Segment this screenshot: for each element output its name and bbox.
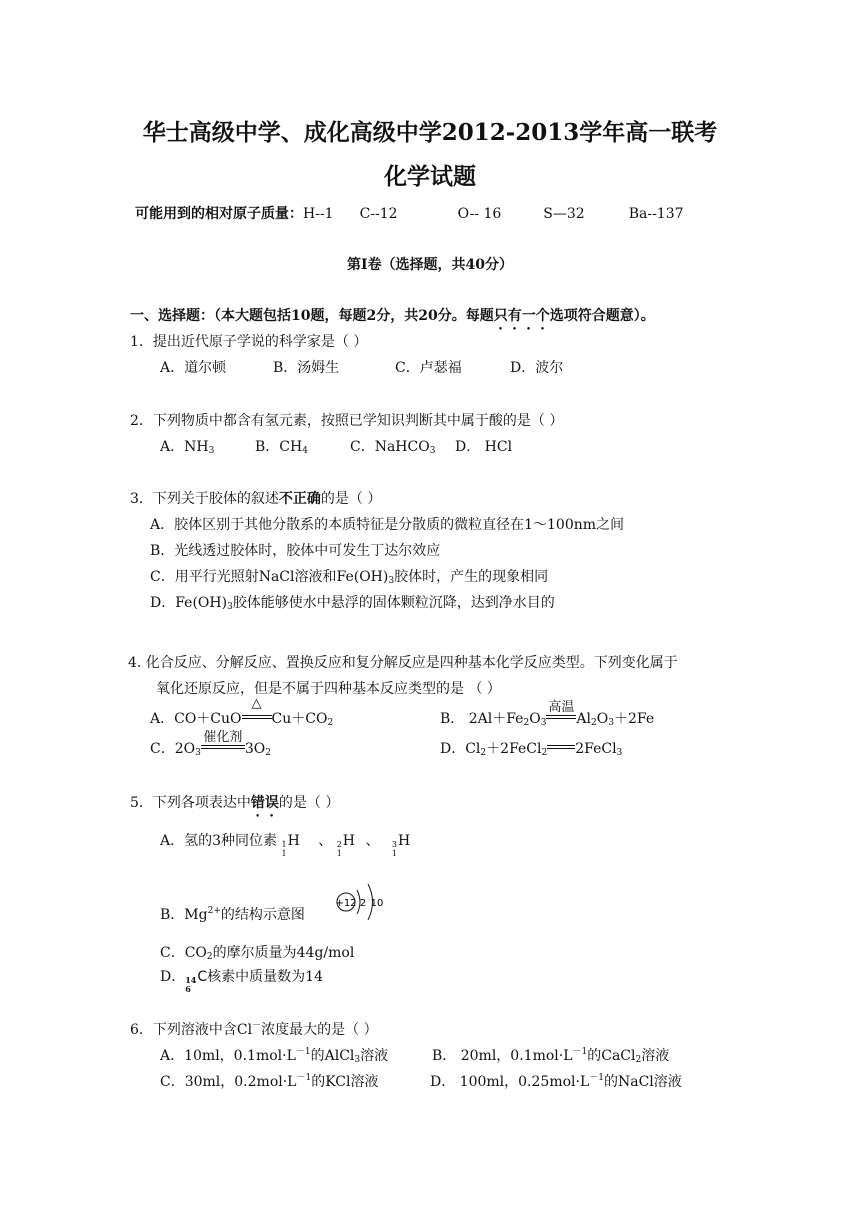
- q3-stem: 3．下列关于胶体的叙述不正确的是（ ）: [130, 491, 382, 507]
- exam-title: 华士高级中学、成化高级中学2012-2013学年高一联考: [142, 119, 718, 146]
- atomic-mass-line: [135, 203, 684, 223]
- q4-option-b: B． $2Al+Fe_2O_3$ 高温 $Al_2O_3+2Fe$: [440, 700, 655, 728]
- section-heading: [130, 305, 655, 333]
- equals-sign: [547, 745, 575, 749]
- shell-1-electrons: 2: [359, 898, 367, 909]
- catalyst-condition: 催化剂: [201, 741, 245, 757]
- heat-condition: △: [242, 711, 272, 727]
- isotope-h3: 3 1: [391, 840, 398, 858]
- q4-option-a: A．CO＋CuO △ $Cu+CO_2$: [150, 696, 334, 728]
- q2-option-a: A．$NH_3$: [160, 439, 215, 456]
- shell-2-electrons: 10: [370, 898, 384, 909]
- nucleus-charge: +12: [335, 898, 357, 909]
- atomic-mass-h: H--1: [303, 206, 334, 222]
- q5-option-c: C．$CO_2$的摩尔质量为44g/mol: [160, 945, 355, 962]
- mg-ion-structure-diagram: [330, 880, 390, 924]
- q4-option-c: C．$2O_3$ 催化剂 $3O_2$: [150, 730, 271, 758]
- section-heading-emphasis: 只有一个: [493, 308, 550, 324]
- q5-option-d: D． 14 6 C核素中质量数为14: [160, 969, 323, 994]
- atomic-mass-o: O-- 16: [457, 206, 502, 222]
- q3-emphasis: 不正确: [278, 491, 321, 507]
- q4-stem-line1: 4. 化合反应、分解反应、置换反应和复分解反应是四种基本化学反应类型。下列变化属于: [128, 655, 678, 671]
- q5-option-a: A．氢的3种同位素 1 1 H 、 2 1 H 、 3 1 H: [160, 833, 411, 858]
- q4-option-d: D．$Cl_2+2FeCl_2$ 2FeCl$_3$: [440, 741, 623, 758]
- q3-option-a: A．胶体区别于其他分散系的本质特征是分散质的微粒直径在1～100nm之间: [150, 517, 625, 533]
- atomic-mass-label: 可能用到的相对原子质量：: [135, 206, 303, 222]
- q4-stem-line2: 氧化还原反应，但是不属于四种基本反应类型的是 （ ）: [156, 681, 501, 697]
- carbon-14-notation: 14 6: [185, 975, 197, 994]
- section-heading-text-a: 一、选择题：（本大题包括10题，每题2分，共20分。每题: [130, 308, 494, 324]
- atomic-mass-ba: Ba--137: [628, 206, 684, 222]
- exam-subtitle: 化学试题: [384, 163, 476, 190]
- q5-option-b: B．$Mg^{2+}$的结构示意图: [160, 906, 305, 923]
- q6-option-d: D． 100ml，$0.25mol\cdot L^{-1}$的NaCl溶液: [430, 1073, 682, 1090]
- isotope-h1: 1 1: [281, 840, 287, 858]
- q3-option-d: D．$Fe(OH)_3$胶体能够使水中悬浮的固体颗粒沉降，达到净水目的: [150, 595, 555, 612]
- q1-option-d: D．波尔: [510, 360, 564, 376]
- q1-stem: 1．提出近代原子学说的科学家是（ ）: [130, 334, 368, 350]
- q2-stem: 2．下列物质中都含有氢元素，按照已学知识判断其中属于酸的是（ ）: [130, 413, 564, 429]
- q1-option-a: A．道尔顿: [160, 360, 227, 376]
- isotope-h2: 2 1: [336, 840, 342, 858]
- section-heading-text-b: 选项符合题意）。: [549, 308, 655, 324]
- atomic-mass-c: C--12: [359, 206, 398, 222]
- q6-option-a: A．10ml，$0.1mol\cdot L^{-1}$的AlCl$_3$溶液: [160, 1047, 389, 1065]
- q1-option-c: C．卢瑟福: [395, 360, 462, 376]
- q6-option-b: B． 20ml，$0.1mol\cdot L^{-1}$的CaCl$_2$溶液: [432, 1047, 670, 1065]
- q6-option-c: C．30ml，$0.2mol\cdot L^{-1}$的KCl溶液: [160, 1073, 379, 1090]
- q2-option-c: C．NaHCO$_3$: [350, 439, 436, 456]
- q3-option-c: C．用平行光照射NaCl溶液和$Fe(OH)_3$胶体时，产生的现象相同: [150, 569, 549, 586]
- q6-stem: 6．下列溶液中含Cl－浓度最大的是（ ）: [130, 1021, 378, 1038]
- volume-heading: 第Ⅰ卷（选择题，共40分）: [346, 257, 514, 273]
- q2-option-b: B．$CH_4$: [255, 439, 308, 456]
- high-temp-condition: 高温: [546, 711, 576, 727]
- q5-stem: 5．下列各项表达中错误的是（ ）: [130, 795, 340, 811]
- q1-option-b: B．汤姆生: [273, 360, 340, 376]
- atomic-mass-s: S—32: [543, 206, 585, 222]
- q2-option-d: D． HCl: [455, 439, 513, 455]
- q3-option-b: B．光线透过胶体时，胶体中可发生丁达尔效应: [150, 543, 441, 559]
- q5-emphasis: 错误: [250, 795, 279, 811]
